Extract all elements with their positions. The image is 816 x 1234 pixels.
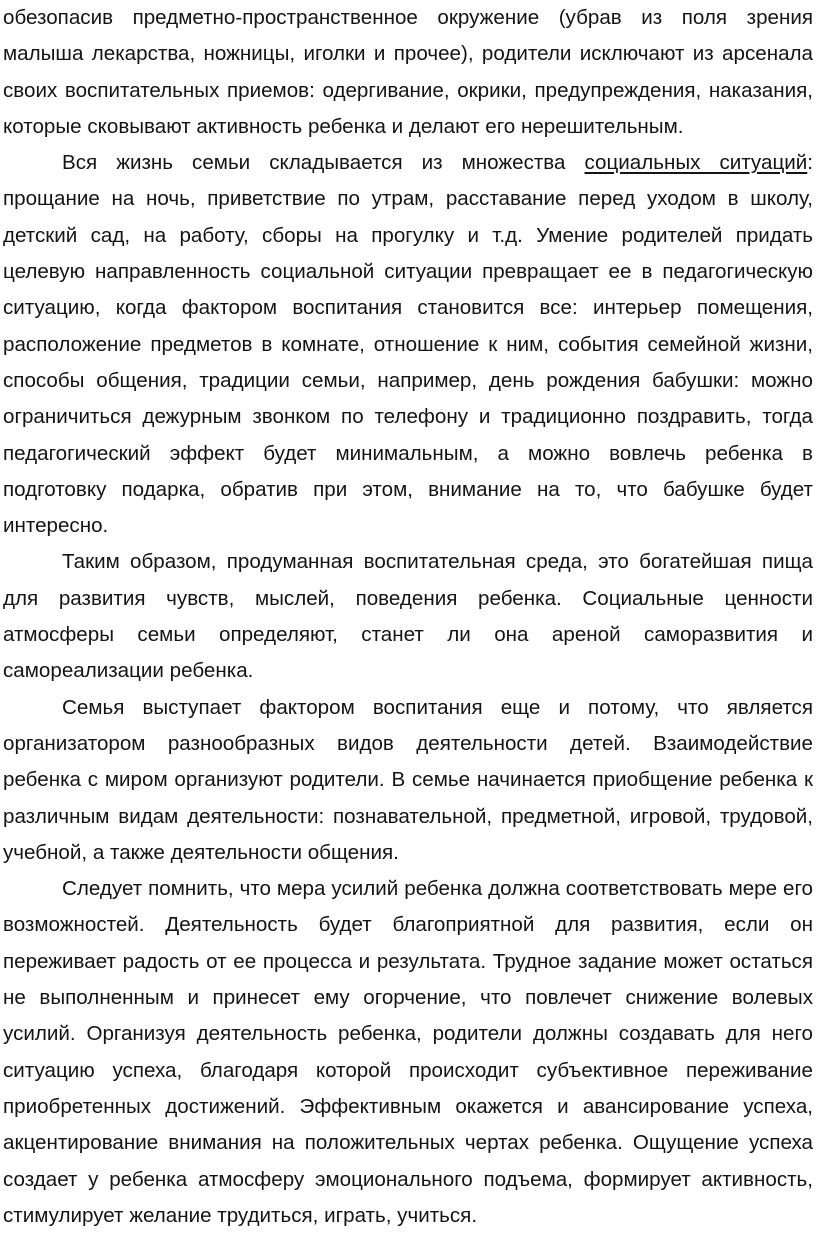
paragraph-1-text: обезопасив предметно-пространственное окружение (убрав из поля зрения малыша лекарства, ножницы, иголки и прочее), родители исключают из арсенала своих воспитательных приемов: одергивание, окрики, предупреждения, наказания, которые сковывают активность ребенка и делают его нерешительным. (3, 6, 813, 138)
document-page (3, 0, 813, 1234)
paragraph-1 (3, 0, 813, 145)
paragraph-2-text-start: Вся жизнь семьи складывается из множества (62, 151, 585, 175)
paragraph-5-text: Следует помнить, что мера усилий ребенка должна соответствовать мере его возможностей. Деятельность будет благоприятной для развития, если он переживает радость от ее процесса и результата. Трудное задание может остаться не выполненным и принесет ему огорчение, что повлечет снижение волевых усилий. Организуя деятельность ребенка, родители должны создавать для него ситуацию успеха, благодаря которой происходит субъективное переживание приобретенных достижений. Эффективным окажется и авансирование успеха, акцентирование внимания на положительных чертах ребенка. Ощущение успеха создает у ребенка атмосферу эмоционального подъема, формирует активность, стимулирует желание трудиться, играть, учиться. (3, 877, 813, 1227)
underlined-term-social-situations: социальных ситуаций (584, 151, 808, 175)
paragraph-3-text: Таким образом, продуманная воспитательная среда, это богатейшая пища для развития чувств, мыслей, поведения ребенка. Социальные ценности атмосферы семьи определяют, станет ли она ареной саморазвития и самореализации ребенка. (3, 550, 813, 683)
paragraph-3 (3, 544, 813, 689)
paragraph-2 (3, 145, 813, 544)
paragraph-4-text: Семья выступает фактором воспитания еще и потому, что является организатором разнообразных видов деятельности детей. Взаимодействие ребенка с миром организуют родители. В семье начинается приобщение ребенка к различным видам деятельности: познавательной, предметной, игровой, трудовой, учебной, а также деятельности общения. (3, 695, 813, 864)
paragraph-4 (3, 690, 813, 871)
paragraph-2-text-end: : прощание на ночь, приветствие по утрам, расставание перед уходом в школу, детский сад, на работу, сборы на прогулку и т.д. Умение родителей придать целевую направленность социальной ситуации превращает ее в педагогическую ситуацию, когда фактором воспитания становится все: интерьер помещения, расположение предметов в комнате, отношение к ним, события семейной жизни, способы общения, традиции семьи, например, день рождения бабушки: можно ограничиться дежурным звонком по телефону и традиционно поздравить, тогда педагогический эффект будет минимальным, а можно вовлечь ребенка в подготовку подарка, обратив при этом, внимание на то, что бабушке будет интересно. (3, 151, 813, 538)
paragraph-5 (3, 871, 813, 1234)
